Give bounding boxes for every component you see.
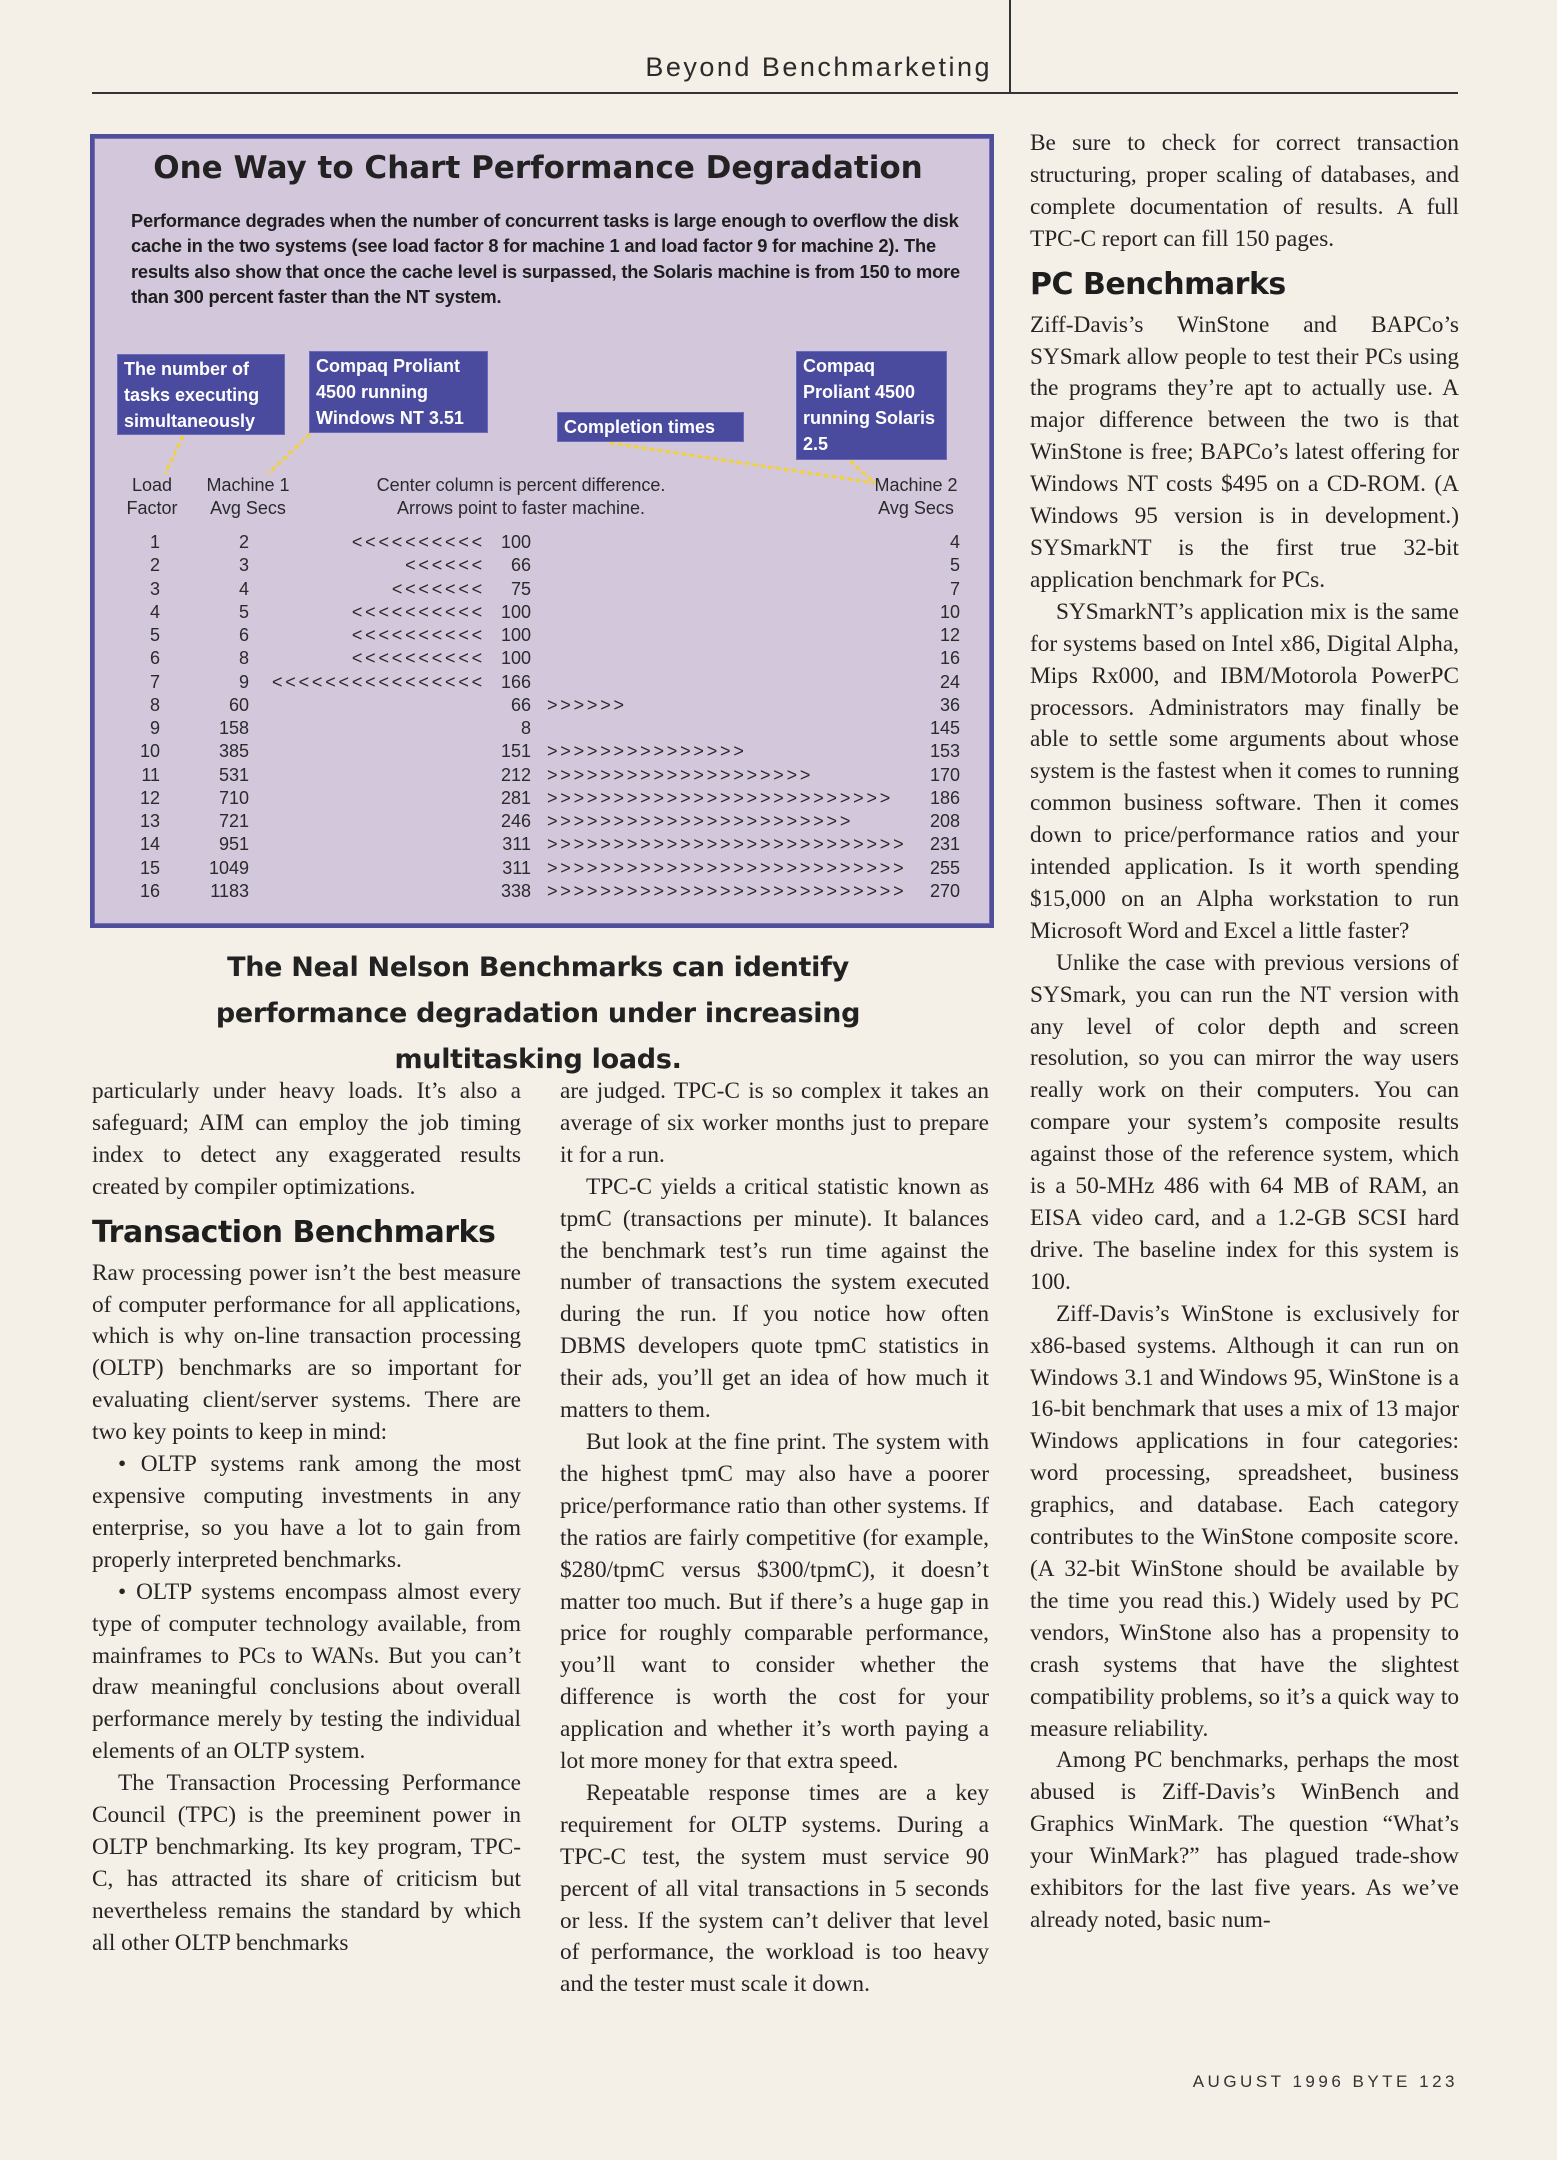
paragraph: Ziff-Davis’s WinStone is exclusively for x86-based systems. Although it can run on Windows 3.1 and Windows 95, WinStone is a 16-bit benchmark that uses a mix of 13 major Windows applications in four categories: word processing, spreadsheet, business graphics, and database. Each category contributes to the WinStone composite score. (A 32-bit WinStone should be available by the time you read this.) Widely used by PC vendors, WinStone also has a propensity to crash systems that have the slightest compatibility problems, so it’s a quick way to measure reliability. xyxy=(1030,1300,1459,1742)
load-factor-cell: 11 xyxy=(141,764,160,785)
paragraph: Among PC benchmarks, perhaps the most abused is Ziff-Davis’s WinBench and Graphics WinMark. The question “What’s your WinMark?” has plagued trade-show exhibitors for the last five years. As we’ve already noted, basic num- xyxy=(1030,1747,1459,1933)
percent-difference-cell: 246 xyxy=(500,811,531,831)
load-factor-cell: 10 xyxy=(139,741,160,762)
connector-line xyxy=(268,434,310,474)
column-header-center-line1: Center column is percent difference. xyxy=(376,475,666,495)
percent-difference-cell: 100 xyxy=(500,532,531,552)
section-heading: Transaction Benchmarks xyxy=(92,1214,496,1250)
right-column xyxy=(1030,128,1459,1937)
machine2-time-cell: 231 xyxy=(929,834,960,855)
machine1-time-cell: 9 xyxy=(238,671,249,692)
right-arrows-cell: >>>>>>>>>>>>>>>>>>>>>>>>>>> xyxy=(547,857,907,878)
chart-title: One Way to Chart Performance Degradation xyxy=(153,150,923,186)
machine1-time-cell: 531 xyxy=(218,764,249,785)
machine2-time-cell: 4 xyxy=(949,532,960,552)
bullet-paragraph: • OLTP systems rank among the most expensive computing investments in any enterprise, so you have a lot to gain from properly interpreted benchmarks. xyxy=(92,1451,521,1573)
section-heading: PC Benchmarks xyxy=(1030,266,1286,302)
percent-difference-cell: 75 xyxy=(510,578,531,599)
machine1-time-cell: 1183 xyxy=(210,880,249,901)
load-factor-cell: 12 xyxy=(139,787,160,808)
machine1-time-cell: 1049 xyxy=(208,857,249,878)
left-arrows-cell: <<<<<<<<<< xyxy=(351,648,485,669)
machine2-time-cell: 5 xyxy=(949,555,960,576)
load-factor-cell: 2 xyxy=(149,555,160,576)
callout-machine2: Compaq Proliant 4500 running Solaris 2.5 xyxy=(796,351,947,460)
left-arrows-cell: <<<<<<< xyxy=(391,578,485,599)
column-header-machine1: Machine 1 Avg Secs xyxy=(206,475,290,518)
machine2-time-cell: 7 xyxy=(949,578,960,599)
table-row xyxy=(0,880,1000,903)
column-header-center-line2: Arrows point to faster machine. xyxy=(396,498,646,518)
paragraph: Ziff-Davis’s WinStone and BAPCo’s SYSmark allow people to test their PCs using the programs they’re apt to actually use. A major difference between the two is that WinStone is free; BAPCo’s latest offering for Windows NT costs $495 on a CD-ROM. (A Windows 95 version is in development.) SYSmarkNT is the first true 32-bit application benchmark for PCs. xyxy=(1030,311,1459,593)
table-row xyxy=(0,647,1000,670)
table-row xyxy=(0,787,1000,810)
running-head: Beyond Benchmarketing xyxy=(645,52,992,82)
machine2-time-cell: 186 xyxy=(929,787,960,808)
left-arrows-cell: <<<<<< xyxy=(405,555,485,576)
table-row xyxy=(0,694,1000,717)
machine2-time-cell: 153 xyxy=(929,741,960,762)
machine1-time-cell: 5 xyxy=(238,601,249,622)
percent-difference-cell: 100 xyxy=(500,648,531,669)
machine1-time-cell: 721 xyxy=(218,811,249,831)
machine2-time-cell: 170 xyxy=(929,764,960,785)
load-factor-cell: 1 xyxy=(149,532,160,552)
table-row xyxy=(0,857,1000,880)
right-arrows-cell: >>>>>>>>>>>>>>>>>>>>>>>>>> xyxy=(547,787,894,808)
percent-difference-cell: 338 xyxy=(500,880,531,901)
machine1-time-cell: 385 xyxy=(218,741,249,762)
right-arrows-cell: >>>>>>>>>>>>>>>>>>>>>>> xyxy=(547,811,854,831)
machine1-time-cell: 8 xyxy=(238,648,249,669)
paragraph: Repeatable response times are a key requirement for OLTP systems. During a TPC-C test, the system must service 90 percent of all vital transactions in 5 seconds or less. If the system can’t deliver that level of performance, the workload is too heavy and the tester must scale it down. xyxy=(560,1779,989,1998)
paragraph: Be sure to check for correct transaction structuring, proper scaling of databases, and complete documentation of results. A full TPC-C report can fill 150 pages. xyxy=(1030,130,1459,252)
percent-difference-cell: 311 xyxy=(502,857,531,878)
left-column xyxy=(92,1076,521,1960)
paragraph: Raw processing power isn’t the best measure of computer performance for all applications, which is why on-line transaction processing (OLTP) benchmarks are so important for evaluating client/server systems. There are two key points to keep in mind: xyxy=(92,1259,521,1446)
percent-difference-cell: 166 xyxy=(500,671,531,692)
machine1-time-cell: 710 xyxy=(218,787,249,808)
left-arrows-cell: <<<<<<<<<< xyxy=(351,601,485,622)
machine2-time-cell: 24 xyxy=(939,671,960,692)
percent-difference-cell: 66 xyxy=(510,555,531,576)
machine1-time-cell: 2 xyxy=(238,532,249,552)
paragraph: But look at the fine print. The system with the highest tpmC may also have a poorer price/performance ratio than other systems. If the ratios are fairly competitive (for example, $280/tpmC versus $300/tpmC), it doesn’t matter too much. But if there’s a huge gap in price for roughly comparable performance, you’ll want to consider whether the difference is worth the cost for your application and whether it’s worth paying a lot more money for that extra speed. xyxy=(560,1428,989,1775)
table-row xyxy=(0,601,1000,624)
machine2-time-cell: 16 xyxy=(939,648,960,669)
machine1-time-cell: 6 xyxy=(238,625,249,645)
header-vertical-rule xyxy=(1009,0,1011,93)
paragraph: particularly under heavy loads. It’s also a safeguard; AIM can employ the job timing index to detect any exaggerated results created by compiler optimizations. xyxy=(92,1078,521,1200)
load-factor-cell: 15 xyxy=(139,857,160,878)
machine1-time-cell: 3 xyxy=(238,555,249,576)
callout-machine1: Compaq Proliant 4500 running Windows NT 3.51 xyxy=(309,351,488,433)
chart-table xyxy=(0,531,1000,903)
chart-description: Performance degrades when the number of concurrent tasks is large enough to overflow the disk cache in the two systems (see load factor 8 for machine 1 and load factor 9 for machine 2). The results also show that once the cache level is surpassed, the Solaris machine is from 150 to more than 300 percent faster than the NT system. xyxy=(131,210,960,307)
right-arrows-cell: >>>>>>>>>>>>>>> xyxy=(547,741,747,762)
machine2-time-cell: 12 xyxy=(939,625,960,645)
left-arrows-cell: <<<<<<<<<<<<<<<< xyxy=(272,671,485,692)
middle-column xyxy=(560,1076,989,2001)
load-factor-cell: 4 xyxy=(149,601,160,622)
callout-tasks: The number of tasks executing simultaneously xyxy=(117,354,285,435)
paragraph: are judged. TPC-C is so complex it takes an average of six worker months just to prepare it for a run. xyxy=(560,1078,989,1168)
load-factor-cell: 5 xyxy=(149,625,160,645)
table-row xyxy=(0,671,1000,694)
percent-difference-cell: 212 xyxy=(500,764,531,785)
load-factor-cell: 9 xyxy=(149,718,160,738)
load-factor-cell: 7 xyxy=(149,671,160,692)
load-factor-cell: 16 xyxy=(139,880,160,901)
percent-difference-cell: 8 xyxy=(520,718,531,738)
table-row xyxy=(0,624,1000,647)
machine2-time-cell: 255 xyxy=(929,857,960,878)
table-row xyxy=(0,740,1000,763)
table-row xyxy=(0,554,1000,577)
figure-caption: The Neal Nelson Benchmarks can identify performance degradation under increasing multitasking loads. xyxy=(215,952,861,1075)
left-arrows-cell: <<<<<<<<<< xyxy=(351,532,485,552)
percent-difference-cell: 100 xyxy=(500,601,531,622)
page-footer: AUGUST 1996 BYTE 123 xyxy=(1192,2072,1458,2091)
machine2-time-cell: 208 xyxy=(929,811,960,831)
machine1-time-cell: 158 xyxy=(218,718,249,738)
load-factor-cell: 6 xyxy=(149,648,160,669)
connector-line xyxy=(165,436,183,474)
right-arrows-cell: >>>>>>>>>>>>>>>>>>>> xyxy=(547,764,814,785)
right-arrows-cell: >>>>>>>>>>>>>>>>>>>>>>>>>>> xyxy=(547,880,907,901)
machine2-time-cell: 145 xyxy=(929,718,960,738)
load-factor-cell: 8 xyxy=(149,694,160,715)
machine2-time-cell: 36 xyxy=(939,694,960,715)
percent-difference-cell: 281 xyxy=(500,787,531,808)
machine2-time-cell: 10 xyxy=(939,601,960,622)
percent-difference-cell: 151 xyxy=(500,741,531,762)
table-row xyxy=(0,531,1000,554)
right-arrows-cell: >>>>>>>>>>>>>>>>>>>>>>>>>>> xyxy=(547,834,907,855)
machine1-time-cell: 951 xyxy=(218,834,249,855)
table-row xyxy=(0,810,1000,833)
percent-difference-cell: 66 xyxy=(510,694,531,715)
load-factor-cell: 14 xyxy=(139,834,160,855)
machine1-time-cell: 60 xyxy=(228,694,249,715)
column-header-load-factor: Load Factor xyxy=(126,475,178,518)
callout-completion-times: Completion times xyxy=(557,412,744,442)
column-header-machine2: Machine 2 Avg Secs xyxy=(874,475,958,518)
machine2-time-cell: 270 xyxy=(929,880,960,901)
table-row xyxy=(0,833,1000,856)
paragraph: The Transaction Processing Performance Council (TPC) is the preeminent power in OLTP benchmarking. Its key program, TPC-C, has attracted its share of criticism but nevertheless remains the standard by which all other OLTP benchmarks xyxy=(92,1770,521,1956)
bullet-paragraph: • OLTP systems encompass almost every type of computer technology available, from mainframes to PCs to WANs. But you can’t draw meaningful conclusions about overall performance merely by testing the individual elements of an OLTP system. xyxy=(92,1578,521,1765)
paragraph: TPC-C yields a critical statistic known as tpmC (transactions per minute). It balances the benchmark test’s run time against the number of transactions the system executed during the run. If you notice how often DBMS developers quote tpmC statistics in their ads, you’ll get an idea of how much it matters to them. xyxy=(560,1173,989,1424)
load-factor-cell: 13 xyxy=(139,811,160,831)
paragraph: Unlike the case with previous versions of SYSmark, you can run the NT version with any level of color depth and screen resolution, so you can mirror the way users really work on their computers. You can compare your system’s composite results against those of the reference system, which is a 50-MHz 486 with 64 MB of RAM, an EISA video card, and a 1.2-GB SCSI hard drive. The baseline index for this system is 100. xyxy=(1030,949,1459,1295)
machine1-time-cell: 4 xyxy=(238,578,249,599)
table-row xyxy=(0,717,1000,740)
paragraph: SYSmarkNT’s application mix is the same for systems based on Intel x86, Digital Alpha, Mips Rx000, and IBM/Motorola PowerPC processors. Administrators may finally be able to settle some arguments about whose system is the fastest when it comes to running common business software. Then it comes down to price/performance ratios and your intended application. Is it worth spending $15,000 on an Alpha workstation to run Microsoft Word and Excel a little faster? xyxy=(1030,598,1459,944)
table-row xyxy=(0,578,1000,601)
percent-difference-cell: 311 xyxy=(502,834,531,855)
left-arrows-cell: <<<<<<<<<< xyxy=(351,625,485,645)
percent-difference-cell: 100 xyxy=(500,625,531,645)
load-factor-cell: 3 xyxy=(149,578,160,599)
table-row xyxy=(0,764,1000,787)
right-arrows-cell: >>>>>> xyxy=(547,694,627,715)
